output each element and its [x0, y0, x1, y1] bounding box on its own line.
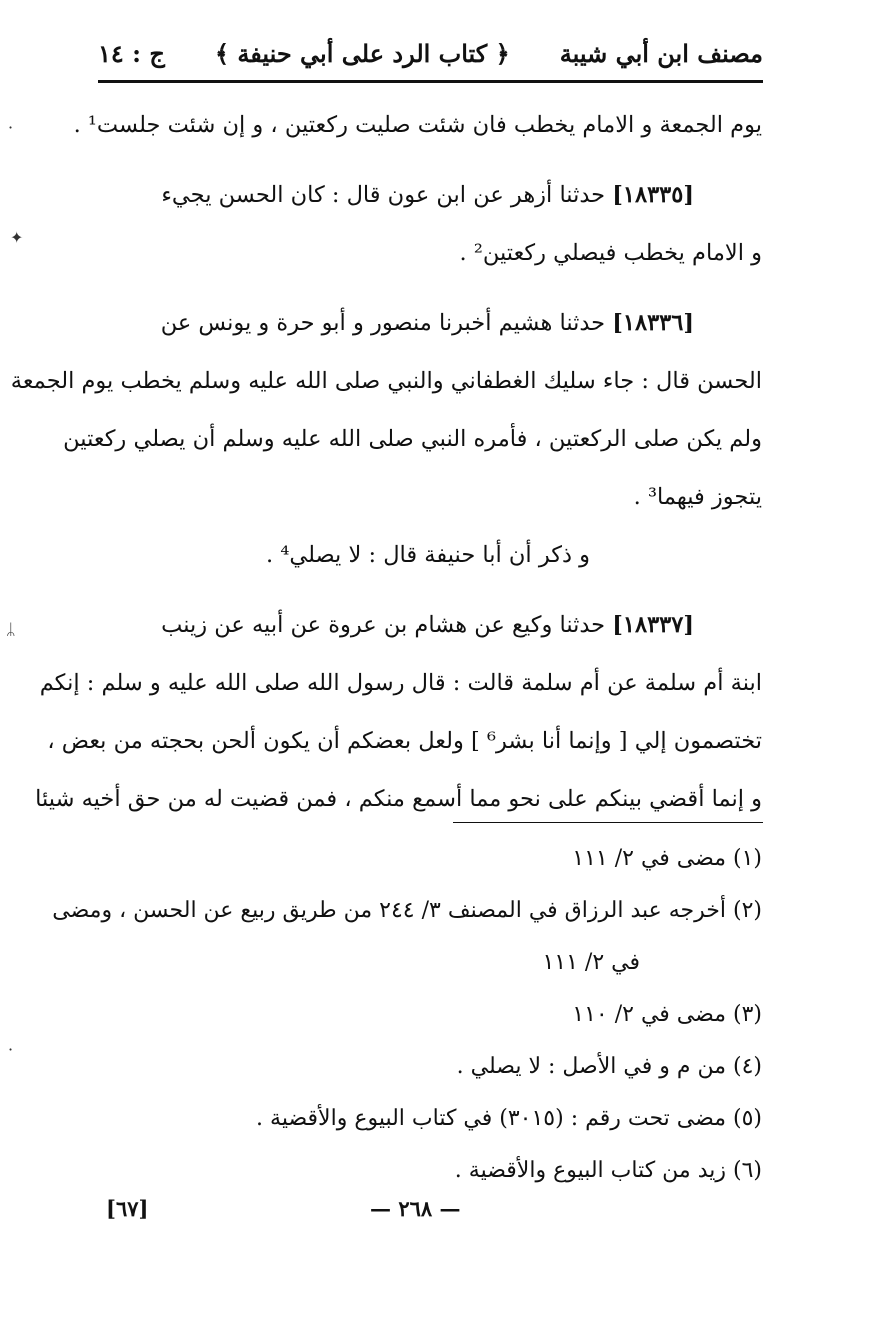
- margin-mark: ·: [8, 118, 14, 137]
- text-line: و ذكر أن أبا حنيفة قال : لا يصلي⁴ .: [266, 542, 590, 568]
- header-rule: [98, 80, 763, 83]
- margin-mark: ᛦ: [6, 620, 16, 639]
- footer-mark: [٦٧]: [106, 1196, 149, 1221]
- text-line: يوم الجمعة و الامام يخطب فان شئت صليت ركعتين ، و إن شئت جلست¹ .: [73, 112, 762, 138]
- footnote: (٦) زيد من كتاب البيوع والأقضية .: [454, 1158, 762, 1183]
- footnote-rule: [453, 822, 763, 823]
- margin-mark: ·: [8, 1040, 14, 1059]
- header-title: مصنف ابن أبي شيبة: [559, 38, 763, 68]
- running-header: [98, 30, 763, 76]
- header-volume: ج : ١٤: [98, 38, 165, 68]
- hadith-number: [١٨٣٣٥]: [612, 182, 694, 208]
- footnote: (٥) مضى تحت رقم : (٣٠١٥) في كتاب البيوع والأقضية .: [256, 1106, 762, 1131]
- text-line: و الامام يخطب فيصلي ركعتين² .: [459, 240, 762, 266]
- text-line: تختصمون إلي [ وإنما أنا بشر⁶ ] ولعل بعضكم أن يكون ألحن بحجته من بعض ،: [47, 728, 762, 754]
- page-number: — ٢٦٨ —: [370, 1196, 461, 1221]
- hadith-line: [94, 596, 762, 654]
- footnote: (٤) من م و في الأصل : لا يصلي .: [456, 1054, 762, 1079]
- footnote: (٣) مضى في ٢/ ١١٠: [572, 1002, 762, 1027]
- footnote-continuation: في ٢/ ١١١: [542, 950, 640, 975]
- hadith-line: [94, 294, 762, 352]
- page-footer: [98, 1196, 763, 1236]
- text-line: و إنما أقضي بينكم على نحو مما أسمع منكم ، فمن قضيت له من حق أخيه شيئا: [35, 786, 762, 812]
- main-text: [10, 96, 762, 828]
- hadith-text: حدثنا هشيم أخبرنا منصور و أبو حرة و يونس عن: [160, 310, 606, 336]
- footnotes: [52, 833, 762, 1197]
- footnote: (٢) أخرجه عبد الرزاق في المصنف ٣/ ٢٤٤ من طريق ربيع عن الحسن ، ومضى: [52, 898, 762, 923]
- hadith-text: حدثنا وكيع عن هشام بن عروة عن أبيه عن زينب: [161, 612, 606, 638]
- text-line: الحسن قال : جاء سليك الغطفاني والنبي صلى الله عليه وسلم يخطب يوم الجمعة: [10, 368, 762, 394]
- text-line: ابنة أم سلمة عن أم سلمة قالت : قال رسول الله صلى الله عليه و سلم : إنكم: [39, 670, 762, 696]
- header-book-title: ﴿ كتاب الرد على أبي حنيفة ﴾: [214, 38, 510, 68]
- margin-mark: ✦: [10, 228, 24, 247]
- hadith-text: حدثنا أزهر عن ابن عون قال : كان الحسن يجيء: [161, 182, 606, 208]
- hadith-number: [١٨٣٣٧]: [612, 612, 694, 638]
- text-line: يتجوز فيهما³ .: [633, 484, 762, 510]
- hadith-number: [١٨٣٣٦]: [612, 310, 694, 336]
- footnote: (١) مضى في ٢/ ١١١: [572, 846, 762, 871]
- hadith-line: [94, 166, 762, 224]
- text-line: ولم يكن صلى الركعتين ، فأمره النبي صلى الله عليه وسلم أن يصلي ركعتين: [63, 426, 762, 452]
